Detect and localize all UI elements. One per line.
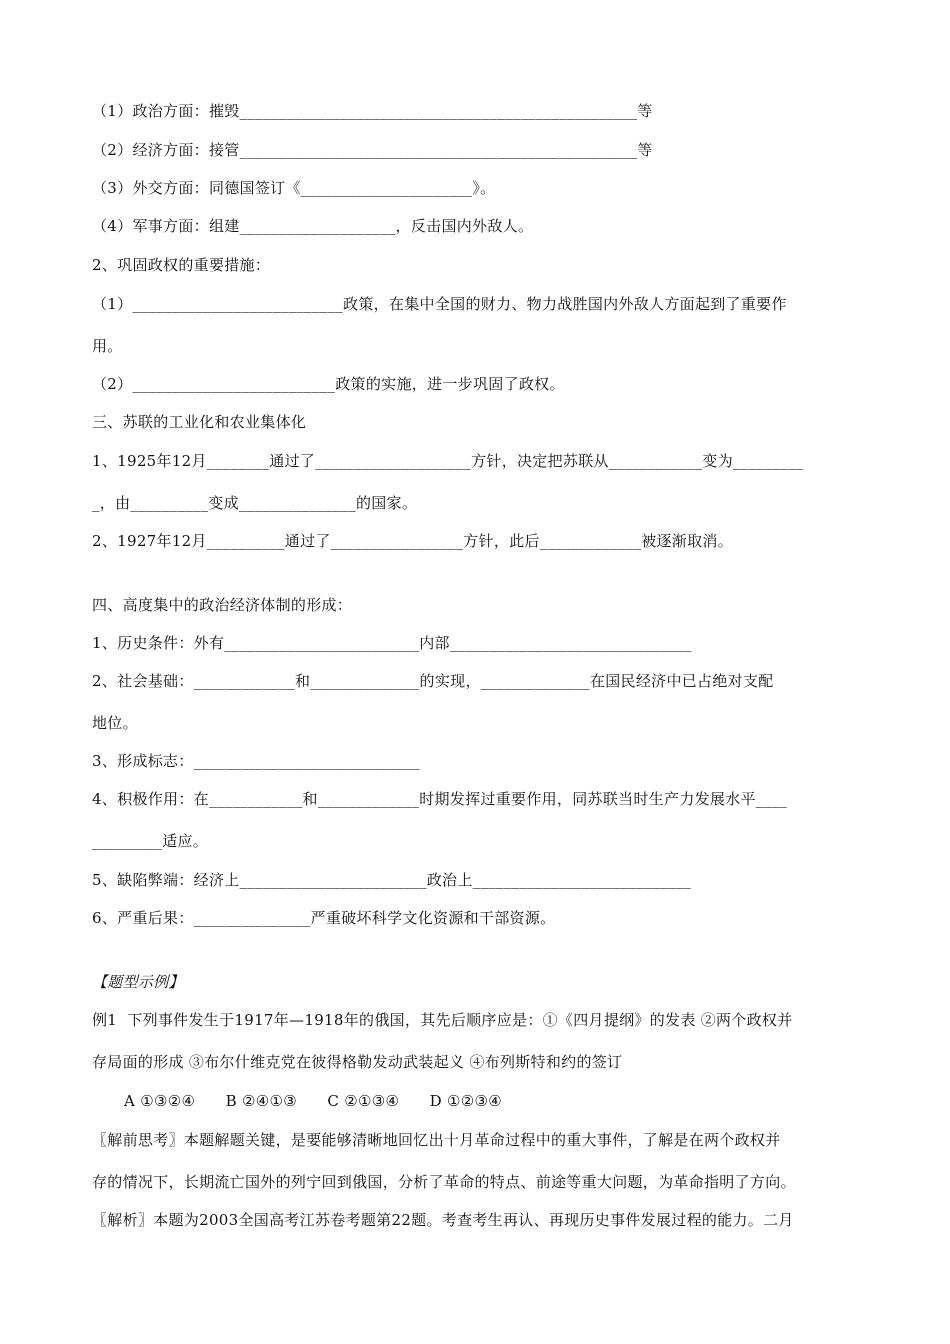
text-line-1925-cont: _，由__________变成_______________的国家。: [92, 494, 418, 512]
text-line-positive: 4、积极作用：在____________和_____________时期发挥过重要作用，同苏联当时生产力发展水平____: [92, 790, 788, 808]
text-line-consequences: 6、严重后果：_______________严重破坏科学文化资源和干部资源。: [92, 909, 556, 927]
text-line-positive-cont: _________适应。: [92, 832, 209, 850]
text-line-foundation-cont: 地位。: [92, 714, 138, 732]
text-line-thinking: 〖解前思考〗本题解题关键，是要能够清晰地回忆出十月革命过程中的重大事件，了解是在两个政权并: [92, 1131, 781, 1149]
text-line-political: （1）政治方面：摧毁___________________________________________________等: [92, 102, 653, 120]
section-heading-examples: 【题型示例】: [92, 973, 184, 991]
text-line-example-1-cont: 存局面的形成 ③布尔什维克党在彼得格勒发动武装起义 ④布列斯特和约的签订: [92, 1053, 623, 1071]
answer-options: A ①③②④ B ②④①③ C ②①③④ D ①②③④: [124, 1092, 503, 1110]
text-line-economic: （2）经济方面：接管___________________________________________________等: [92, 141, 653, 159]
text-line-1925: 1、1925年12月________通过了____________________方针，决定把苏联从____________变为_________: [92, 452, 804, 470]
text-line-military: （4）军事方面：组建____________________，反击国内外敌人。: [92, 217, 534, 235]
text-line-diplomatic: （3）外交方面：同德国签订《______________________》。: [92, 179, 496, 197]
text-line-measure-2: （2）__________________________政策的实施，进一步巩固了政权。: [92, 375, 565, 393]
text-line-foundation: 2、社会基础：_____________和______________的实现，______________在国民经济中已占绝对支配: [92, 672, 774, 690]
section-heading-measures: 2、巩固政权的重要措施：: [92, 256, 271, 274]
text-line-marker: 3、形成标志：_____________________________: [92, 752, 420, 770]
section-heading-four: 四、高度集中的政治经济体制的形成：: [92, 596, 353, 614]
text-line-measure-1: （1）___________________________政策，在集中全国的财力、物力战胜国内外敌人方面起到了重要作: [92, 295, 787, 313]
text-line-thinking-cont: 存的情况下，长期流亡国外的列宁回到俄国，分析了革命的特点、前途等重大问题，为革命指明了方向。: [92, 1173, 796, 1191]
section-heading-three: 三、苏联的工业化和农业集体化: [92, 413, 307, 431]
text-line-1927: 2、1927年12月__________通过了_________________方针，此后_____________被逐渐取消。: [92, 532, 734, 550]
text-line-example-1: 例1 下列事件发生于1917年—1918年的俄国，其先后顺序应是：①《四月提纲》的发表 ②两个政权并: [92, 1011, 793, 1029]
text-line-analysis: 〖解析〗本题为2003全国高考江苏卷考题第22题。考查考生再认、再现历史事件发展过程的能力。二月: [92, 1211, 794, 1229]
text-line-defects: 5、缺陷弊端：经济上________________________政治上____________________________: [92, 871, 692, 889]
text-line-measure-1-cont: 用。: [92, 337, 123, 355]
text-line-conditions: 1、历史条件：外有_________________________内部_______________________________: [92, 634, 692, 652]
